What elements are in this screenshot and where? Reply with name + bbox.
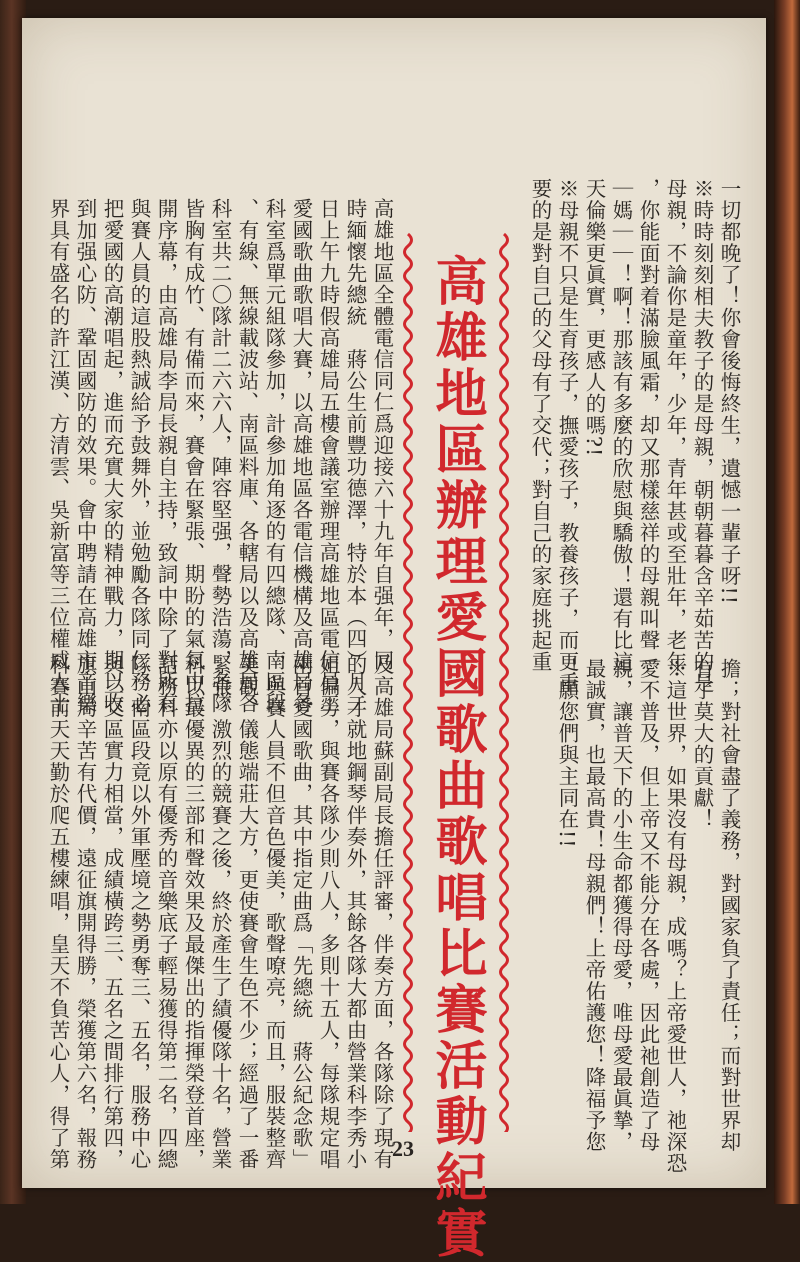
text-column: 把愛國的高潮唱起，進而充實大家的精神戰力，期以收 (100, 198, 124, 714)
text-column: 天倫樂更眞實，更感人的嗎?! (582, 178, 606, 458)
bottom-left-text-block (44, 654, 395, 1170)
text-column: 愛不普及，但上帝又不能分在各處，因此祂創造了母 (636, 658, 660, 1153)
text-column: 、有線、無線載波站、南區料庫、各轄局以及高雄局各 (235, 198, 259, 714)
page-number: 23 (392, 1136, 414, 1161)
text-column: 與賽人員的這股熱誠給予鼓舞外，並勉勵各隊同仁務必 (127, 198, 151, 714)
text-column: 兩首愛國歌曲，其中指定曲爲「先總統 蔣公紀念歌」 (289, 654, 313, 1170)
text-column: 美觀、儀態端莊大方，更使賽會生色不少；經過了一番 (235, 654, 259, 1170)
text-column: ｜媽｜｜！啊！那該有多麼的欣慰與驕傲！還有比這 (609, 178, 633, 673)
text-column: 要的是對自己的父母有了交代；對自己的家庭挑起重 (528, 178, 552, 673)
top-right-text-block (526, 178, 742, 694)
text-column: 皆胸有成竹、有備而來，賽會在緊張、期盼的氣氛中拉 (181, 198, 205, 714)
text-column: 母親，不論你是童年，少年，青年甚或至壯年，老年 (663, 178, 687, 673)
text-column: 高雄地區全體電信同仁爲迎接六十九年自强年，同 (370, 198, 394, 671)
text-column: 旗山局辛苦有代價，遠征旗開得勝，榮獲第六名，報務 (73, 654, 97, 1170)
text-column: 到加强心防、鞏固國防的效果。會中聘請在高雄市音樂 (73, 198, 97, 714)
text-column: 話務科亦以原有優秀的音樂底子輕易獲得第二名，四總 (154, 654, 178, 1170)
text-column: 科賽前天天勤於爬五樓練唱，皇天不負苦心人，得了第 (46, 654, 70, 1170)
text-column: ，你能面對着滿臉風霜，却又那樣慈祥的母親叫聲｜ (636, 178, 660, 673)
top-left-text-block (44, 198, 395, 714)
text-column: 開序幕，由高雄局李局長親自主持，致詞中除了對所有 (154, 198, 178, 714)
text-column: 的人才就地鋼琴伴奏外，其餘各隊大都由營業科李秀小 (343, 654, 367, 1170)
text-column: 緊張、激烈的競賽之後，終於產生了績優隊十名，營業 (208, 654, 232, 1170)
text-column: ※這世界，如果沒有母親，成嗎？上帝愛世人，祂深恐 (663, 658, 687, 1174)
text-column: 與二交區實力相當，成績橫跨三、五名之間排行第四， (100, 654, 124, 1170)
text-column: 日上午九時假高雄局五樓會議室辦理高雄地區電信員工 (316, 198, 340, 714)
text-column: 有了莫大的貢獻！ (690, 658, 714, 830)
book-binding-right (774, 0, 800, 1204)
text-column: 最誠實，也最高貴！母親們！上帝佑護您！降福予您 (582, 658, 606, 1153)
text-column: 擔；對社會盡了義務，對國家負了責任；而對世界却 (717, 658, 741, 1153)
text-column: 界具有盛名的許江漢、方清雲、吳新富等三位權威人士 (46, 198, 70, 714)
text-column: 愛國歌曲歌唱大賽，以高雄地區各電信機構及高雄局各 (289, 198, 313, 714)
bottom-right-text-block (553, 658, 742, 1174)
text-column: 及高雄局蘇副局長擔任評審，伴奏方面，各隊除了現有 (370, 654, 394, 1170)
text-column: 一切都晚了！你會後悔終生，遺憾一輩子呀!! (717, 178, 741, 605)
text-column: 親，讓普天下的小生命都獲得母愛，唯母愛最眞摯， (609, 658, 633, 1153)
text-column: 時緬懷先總統 蔣公生前豐功德澤，特於本（四）月二 (343, 198, 367, 714)
text-column: 科以最優異的三部和聲效果及最傑出的指揮榮登首座， (181, 654, 205, 1170)
text-column: ※母親不只是生育孩子，撫愛孩子，教養孩子，而更重 (555, 178, 579, 694)
text-column: ※時時刻刻相夫教子的是母親，朝朝暮暮含辛茹苦的是 (690, 178, 714, 694)
text-column: 隊、南區段竟以外軍壓境之勢勇奪三、五名，服務中心 (127, 654, 151, 1170)
text-column: ，與賽人員不但音色優美，歌聲嘹亮，而且，服裝整齊 (262, 654, 286, 1170)
text-column: ！願您們與主同在!! (555, 658, 579, 849)
text-column: 姐偏勞，與賽各隊少則八人，多則十五人，每隊規定唱 (316, 654, 340, 1170)
text-column: 科室爲單元組隊參加，計參加角逐的有四總隊、南區段 (262, 198, 286, 714)
text-column: 科室共二〇隊計二六六人，陣容堅强，聲勢浩蕩，各隊 (208, 198, 232, 714)
page (22, 18, 766, 1262)
article-title: 高雄地區辦理愛國歌曲歌唱比賽活動紀實 (426, 254, 486, 1262)
